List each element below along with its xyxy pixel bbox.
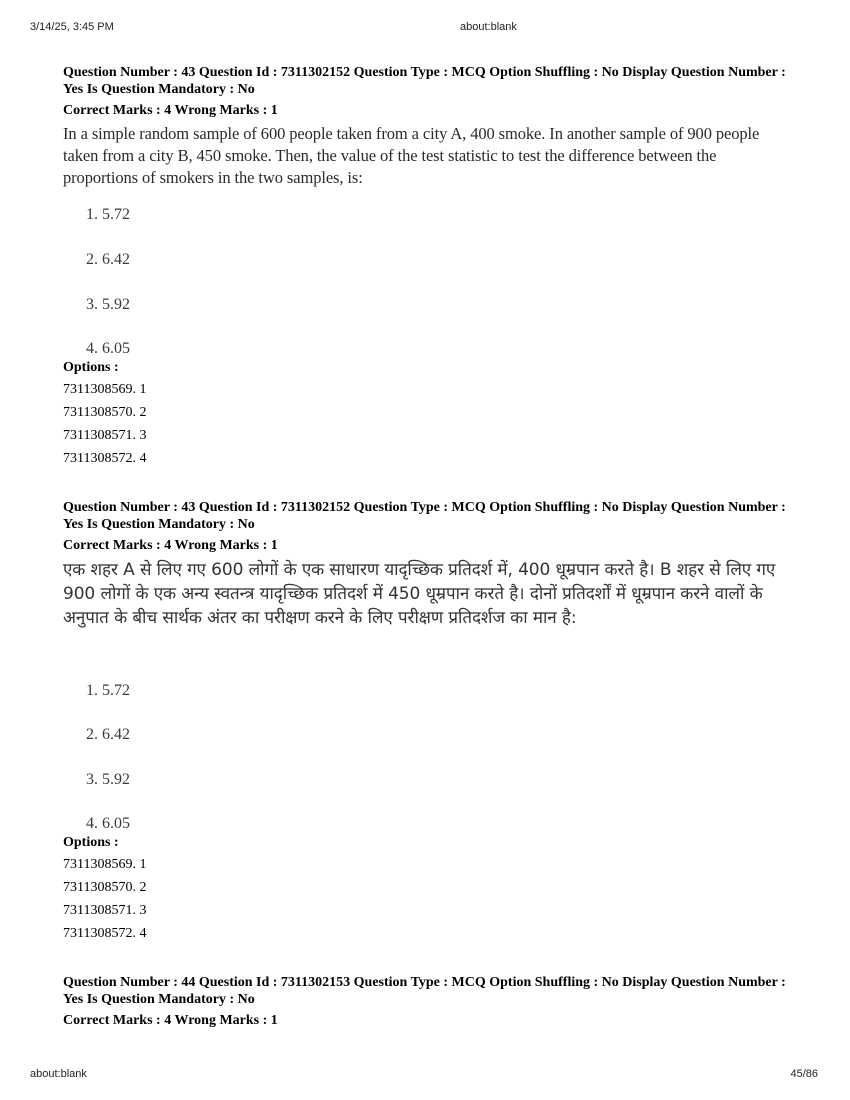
option-id: 7311308570. 2 xyxy=(63,880,147,895)
options-label: Options : xyxy=(63,360,119,375)
question-block-hindi xyxy=(63,499,793,630)
answer-choice: 2. 6.42 xyxy=(86,726,130,743)
question-marks: Correct Marks : 4 Wrong Marks : 1 xyxy=(63,1013,278,1028)
answer-choice: 4. 6.05 xyxy=(86,340,130,357)
option-id: 7311308572. 4 xyxy=(63,926,147,941)
option-id: 7311308572. 4 xyxy=(63,451,147,466)
print-datetime: 3/14/25, 3:45 PM xyxy=(30,21,114,33)
question-text: In a simple random sample of 600 people taken from a city A, 400 smoke. In another sample of 900 people taken from a city B, 450 smoke. Then, the value of the test statistic to test the difference between the proportions of smokers in the two samples, is: xyxy=(63,124,760,187)
question-block-next xyxy=(63,974,793,1029)
print-header xyxy=(0,21,850,37)
print-url: about:blank xyxy=(460,21,517,33)
options-label: Options : xyxy=(63,835,119,850)
page-number: 45/86 xyxy=(790,1068,818,1080)
answer-choice: 4. 6.05 xyxy=(86,815,130,832)
question-marks: Correct Marks : 4 Wrong Marks : 1 xyxy=(63,538,278,553)
print-footer xyxy=(0,1068,850,1084)
footer-url: about:blank xyxy=(30,1068,87,1080)
question-meta: Question Number : 44 Question Id : 7311302153 Question Type : MCQ Option Shuffling : No Display Question Number : Yes Is Question Mandatory : No xyxy=(63,975,786,1007)
question-block-english xyxy=(63,64,793,189)
answer-choice: 1. 5.72 xyxy=(86,206,130,223)
answer-choice: 3. 5.92 xyxy=(86,771,130,788)
question-meta: Question Number : 43 Question Id : 7311302152 Question Type : MCQ Option Shuffling : No Display Question Number : Yes Is Question Mandatory : No xyxy=(63,500,786,532)
option-id: 7311308571. 3 xyxy=(63,903,147,918)
option-id: 7311308569. 1 xyxy=(63,857,147,872)
option-id: 7311308571. 3 xyxy=(63,428,147,443)
answer-choice: 3. 5.92 xyxy=(86,296,130,313)
question-meta: Question Number : 43 Question Id : 7311302152 Question Type : MCQ Option Shuffling : No Display Question Number : Yes Is Question Mandatory : No xyxy=(63,65,786,97)
option-id: 7311308569. 1 xyxy=(63,382,147,397)
answer-choice: 2. 6.42 xyxy=(86,251,130,268)
answer-choice: 1. 5.72 xyxy=(86,682,130,699)
option-id: 7311308570. 2 xyxy=(63,405,147,420)
question-marks: Correct Marks : 4 Wrong Marks : 1 xyxy=(63,103,278,118)
question-text-hindi: एक शहर A से लिए गए 600 लोगों के एक साधारण यादृच्छिक प्रतिदर्श में, 400 धूम्रपान करते है। B शहर से लिए गए 900 लोगों के एक अन्य स्वतन्त्र यादृच्छिक प्रतिदर्श में 450 धूम्रपान करते है। दोनों प्रतिदर्शों में धूम्रपान करने वालों के अनुपात के बीच सार्थक अंतर का परीक्षण करने के लिए परीक्षण प्रतिदर्शज का मान है: xyxy=(63,560,776,628)
